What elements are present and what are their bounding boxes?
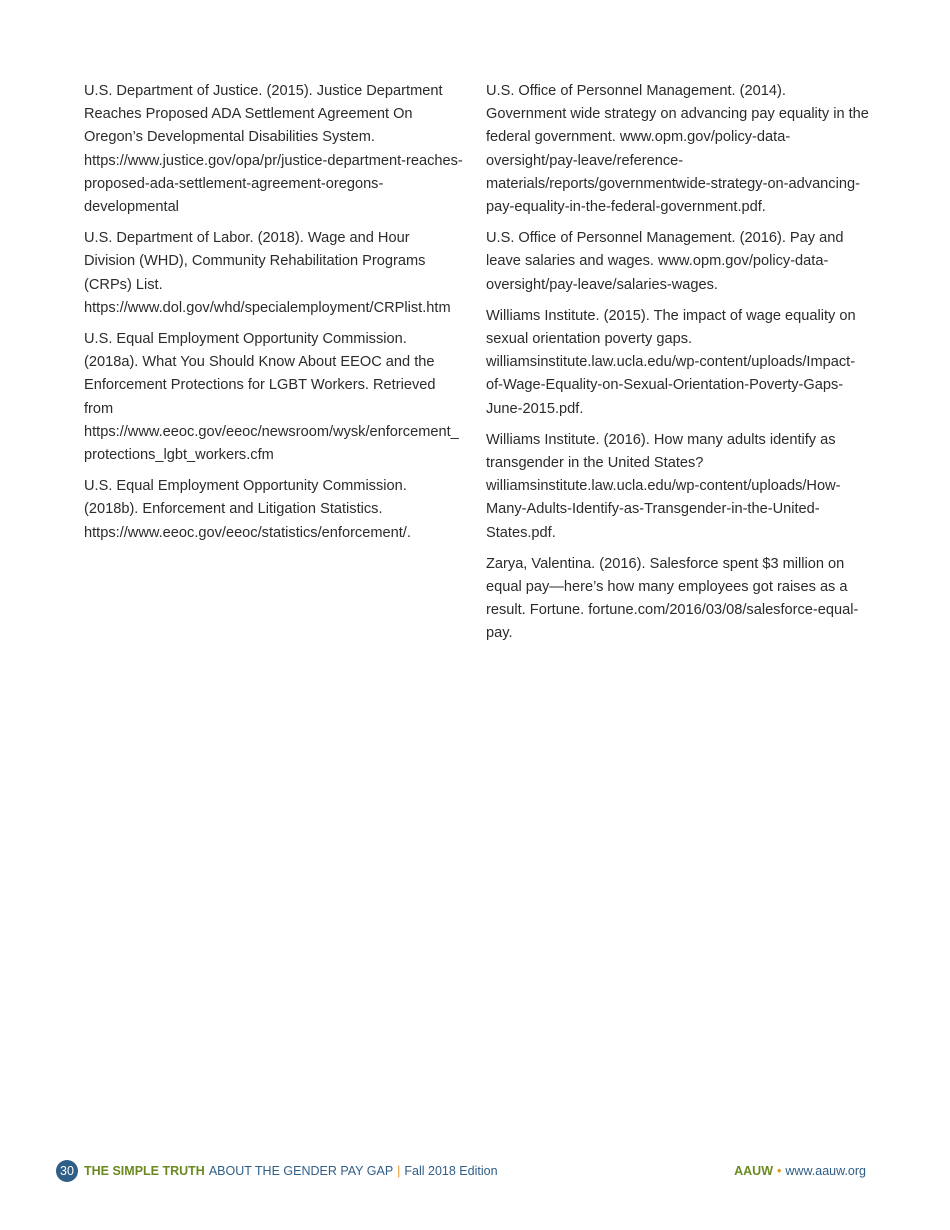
page-number-badge: 30 xyxy=(56,1160,78,1182)
reference-entry: U.S. Equal Employment Opportunity Commission. (2018b). Enforcement and Litigation Statistics. https://www.eeoc.gov/eeoc/statistics/enforcement/. xyxy=(84,478,411,541)
organization-name: AAUW xyxy=(734,1164,773,1178)
reference-entry: Williams Institute. (2015). The impact of wage equality on sexual orientation poverty gaps. williamsinstitute.law.ucla.edu/wp-content/uploads/Impact-of-Wage-Equality-on-Sexual-Orientation-Poverty-Gaps-June-2015.pdf. xyxy=(486,307,856,417)
publication-title-rest: ABOUT THE GENDER PAY GAP xyxy=(208,1164,394,1178)
reference-entry: U.S. Office of Personnel Management. (2016). Pay and leave salaries and wages. www.opm.gov/policy-data-oversight/pay-leave/salaries-wages. xyxy=(486,230,844,293)
reference-entry: Williams Institute. (2016). How many adults identify as transgender in the United States? williamsinstitute.law.ucla.edu/wp-content/uploads/How-Many-Adults-Identify-as-Transgender-in-the-United-States.pdf. xyxy=(486,431,841,541)
footer-publication xyxy=(56,1160,498,1182)
page-footer xyxy=(56,1160,866,1182)
website-link[interactable]: www.aauw.org xyxy=(785,1164,866,1178)
publication-title-strong: THE SIMPLE TRUTH xyxy=(84,1164,205,1178)
references-right-column xyxy=(486,80,870,654)
bullet-separator: • xyxy=(777,1164,782,1178)
reference-entry: U.S. Equal Employment Opportunity Commission. (2018a). What You Should Know About EEOC and the Enforcement Protections for LGBT Workers. Retrieved from https://www.eeoc.gov/eeoc/newsroom/wysk/enforcement_protections_lgbt_workers.cfm xyxy=(84,331,459,464)
references-left-column xyxy=(84,80,464,553)
reference-entry: U.S. Department of Labor. (2018). Wage and Hour Division (WHD), Community Rehabilitation Programs (CRPs) List. https://www.dol.gov/whd/specialemployment/CRPlist.htm xyxy=(84,230,451,316)
reference-entry: U.S. Office of Personnel Management. (2014). Government wide strategy on advancing pay equality in the federal government. www.opm.gov/policy-data-oversight/pay-leave/reference-materials/reports/governmentwide-strategy-on-advancing-pay-equality-in-the-federal-government.pdf. xyxy=(486,83,869,216)
footer-separator: | xyxy=(397,1164,401,1178)
edition-label: Fall 2018 Edition xyxy=(404,1164,498,1178)
footer-organization xyxy=(734,1164,866,1178)
reference-entry: Zarya, Valentina. (2016). Salesforce spent $3 million on equal pay—here’s how many employees got raises as a result. Fortune. fortune.com/2016/03/08/salesforce-equal-pay. xyxy=(486,555,859,642)
reference-entry: U.S. Department of Justice. (2015). Justice Department Reaches Proposed ADA Settlement Agreement On Oregon’s Developmental Disabilities System. https://www.justice.gov/opa/pr/justice-department-reaches-proposed-ada-settlement-agreement-oregons-developmental xyxy=(84,83,463,216)
